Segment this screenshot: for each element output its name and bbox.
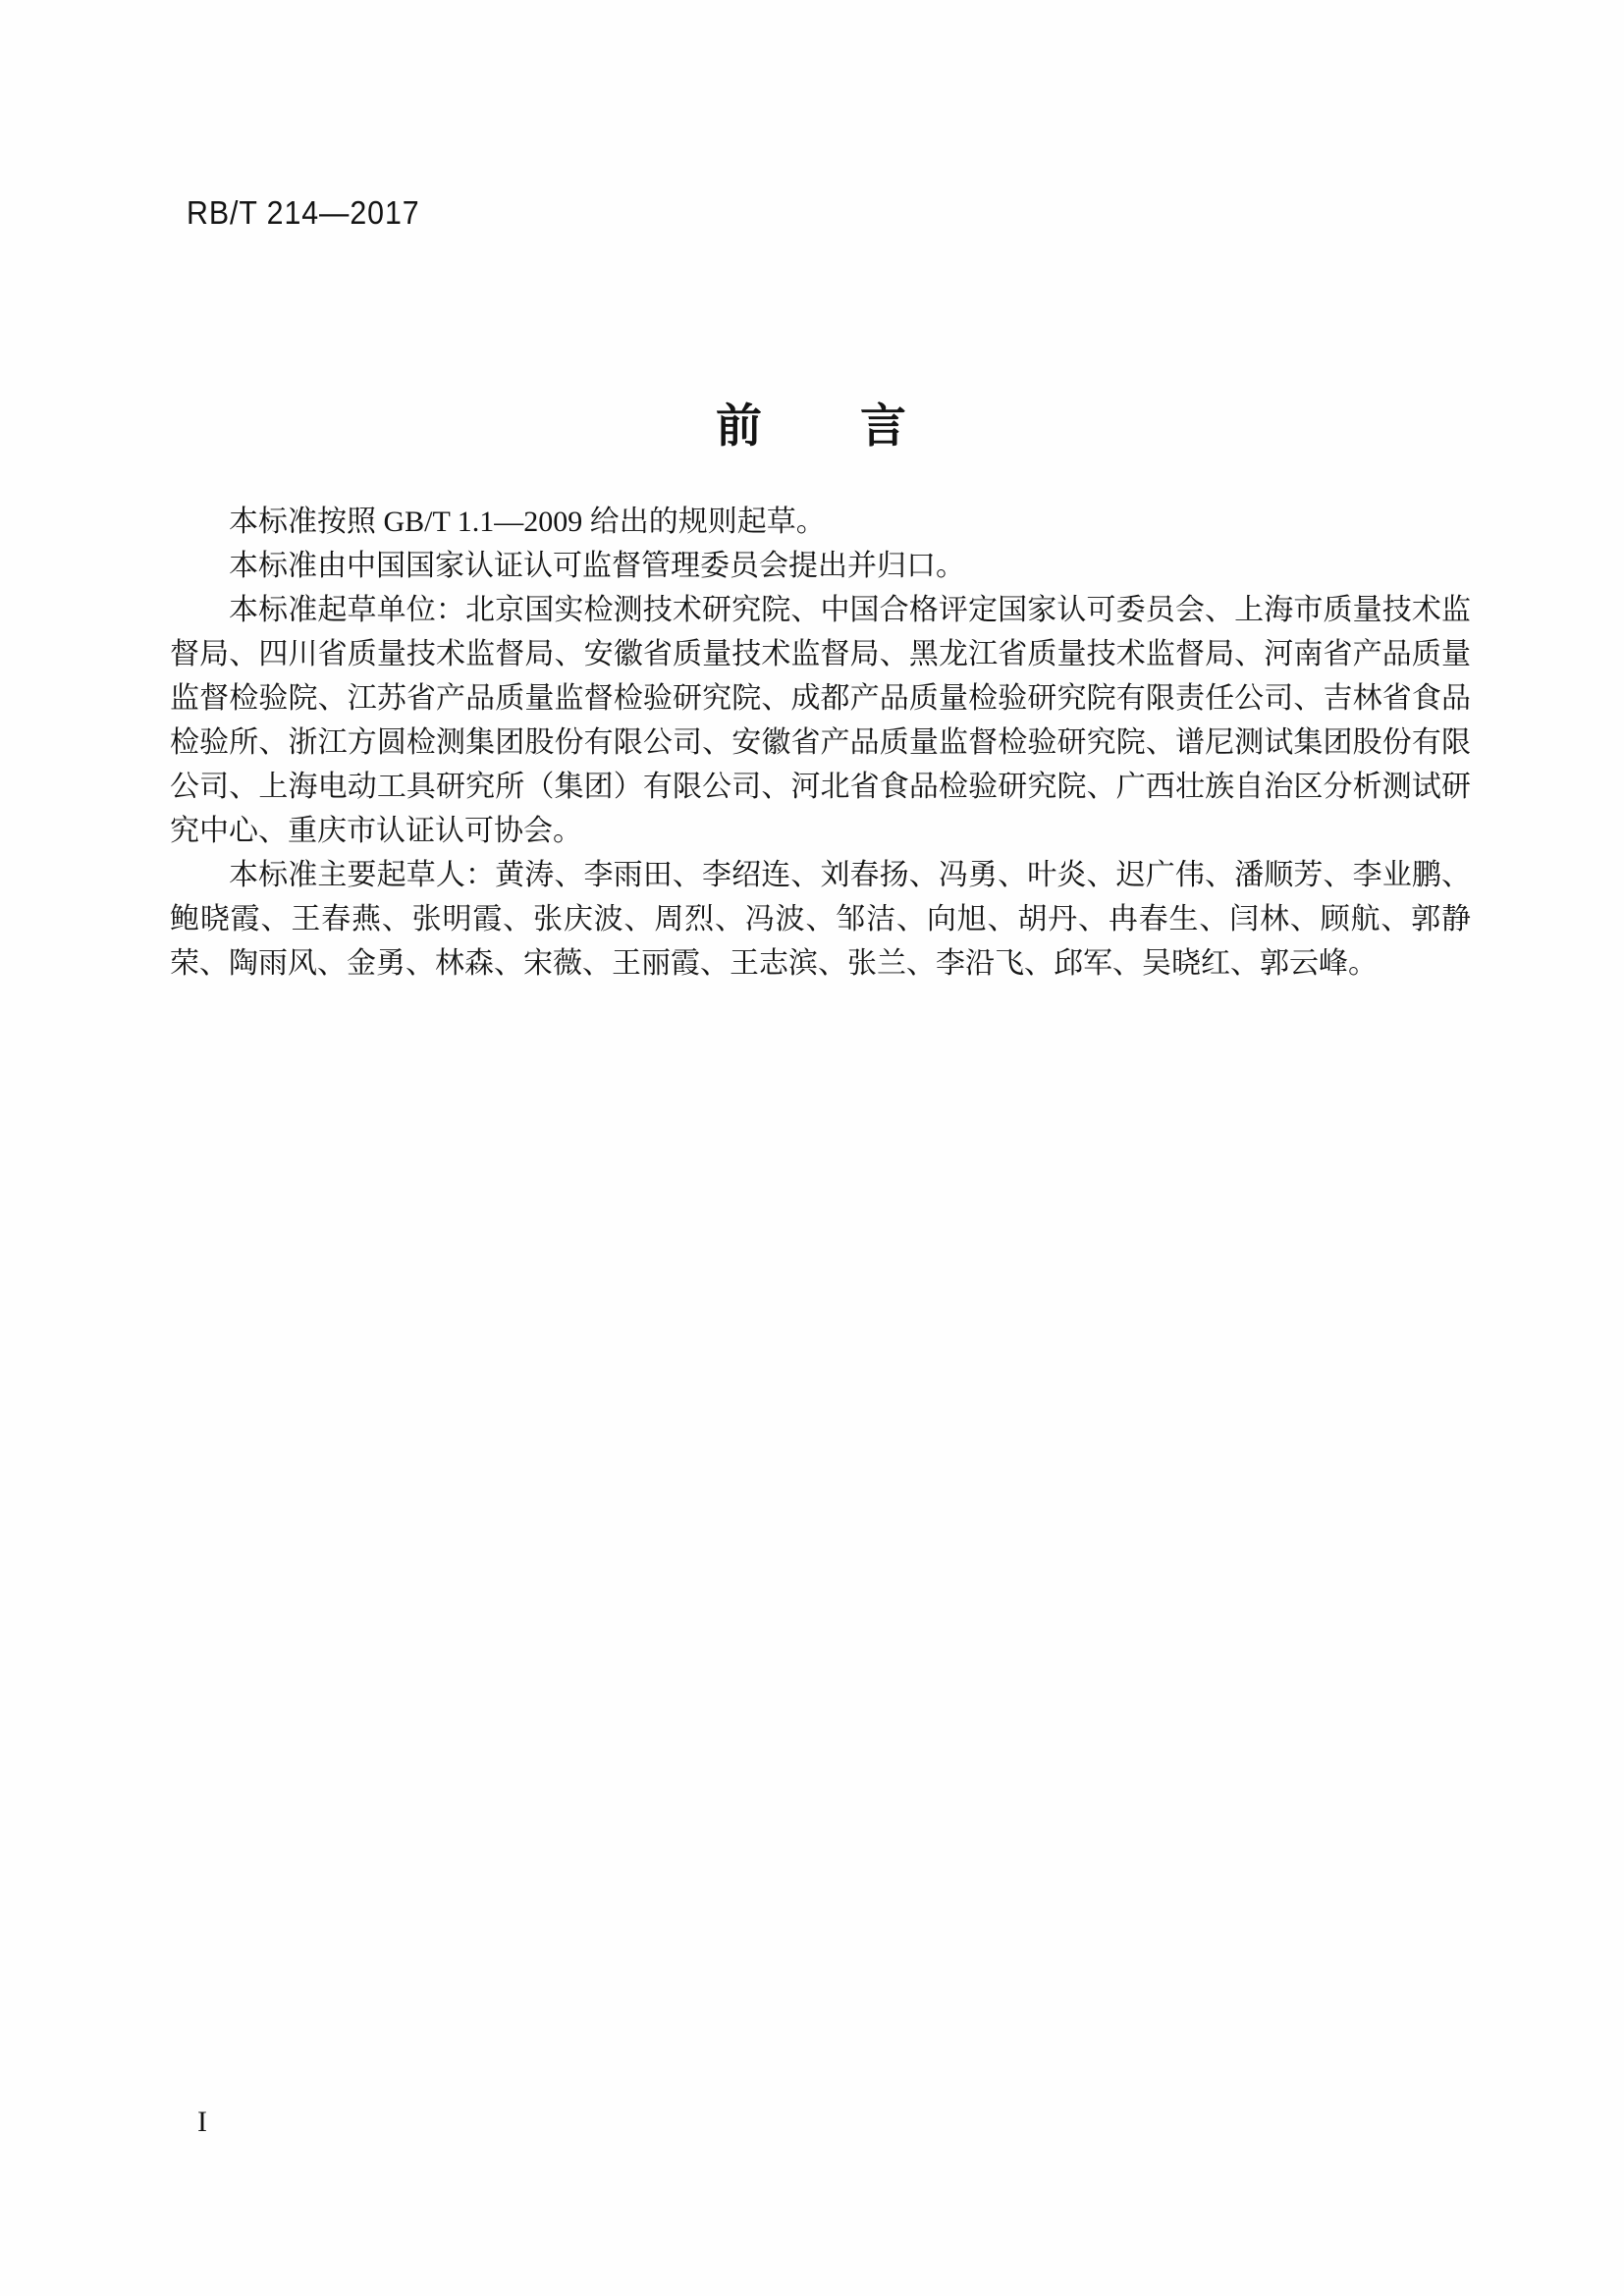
foreword-paragraph: 本标准起草单位：北京国实检测技术研究院、中国合格评定国家认可委员会、上海市质量技术监督局、四川省质量技术监督局、安徽省质量技术监督局、黑龙江省质量技术监督局、河南省产品质量监督检验院、江苏省产品质量监督检验研究院、成都产品质量检验研究院有限责任公司、吉林省食品检验所、浙江方圆检测集团股份有限公司、安徽省产品质量监督检验研究院、谱尼测试集团股份有限公司、上海电动工具研究所（集团）有限公司、河北省食品检验研究院、广西壮族自治区分析测试研究中心、重庆市认证认可协会。 <box>170 594 1471 847</box>
foreword-body <box>170 500 1471 986</box>
standard-code: RB/T 214—2017 <box>187 194 420 231</box>
page-title: 前 言 <box>716 401 908 454</box>
foreword-paragraph: 本标准主要起草人：黄涛、李雨田、李绍连、刘春扬、冯勇、叶炎、迟广伟、潘顺芳、李业鹏、鲍晓霞、王春燕、张明霞、张庆波、周烈、冯波、邹洁、向旭、胡丹、冉春生、闫林、顾航、郭静荣、陶雨风、金勇、林森、宋薇、王丽霞、王志滨、张兰、李沿飞、邱军、吴晓红、郭云峰。 <box>170 859 1471 980</box>
foreword-paragraph: 本标准按照 GB/T 1.1—2009 给出的规则起草。 <box>229 506 826 538</box>
page-number: I <box>197 2106 207 2138</box>
foreword-paragraph: 本标准由中国国家认证认可监督管理委员会提出并归口。 <box>229 550 965 582</box>
